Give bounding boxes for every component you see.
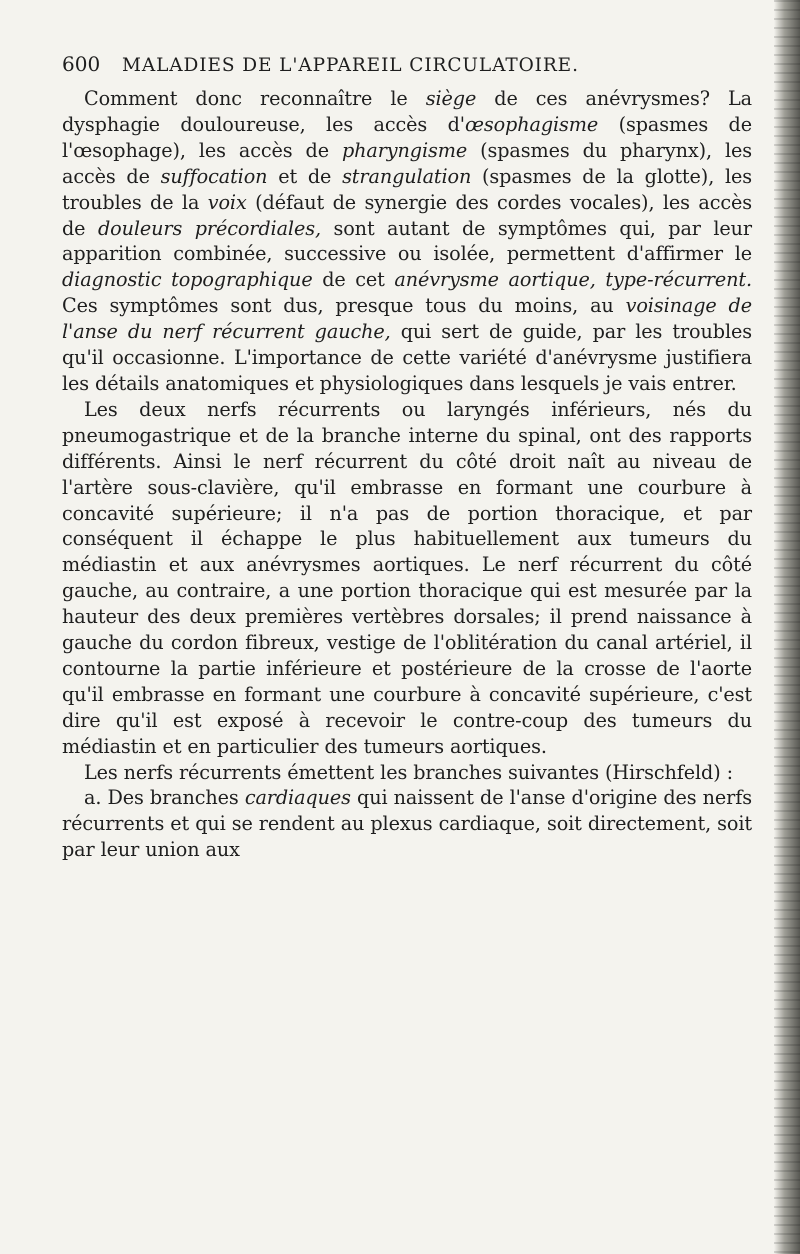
italic-term: strangulation [342,164,472,188]
italic-term: voisinage de l'anse du nerf récurrent gauche, [62,294,752,344]
paragraph-4 [62,785,752,863]
text-run: (spasmes du pharynx), les accès de [62,138,752,188]
italic-term: anévrysme aortique, type-récurrent. [394,268,752,292]
text-run: qui naissent de l'anse d'origine des nerfs récurrents et qui se rendent au plexus cardiaque, soit directement, soit par leur union aux [62,786,752,862]
body-text [62,86,752,863]
italic-term: siège [425,87,477,110]
italic-term: cardiaques [244,786,351,810]
italic-term: voix [207,190,247,214]
text-run: (défaut de synergie des cordes vocales), les accès de [62,190,752,240]
italic-term: pharyngisme [341,138,468,162]
text-run: Les deux nerfs récurrents ou laryngés inférieurs, nés du pneumogastrique et de la branche interne du spinal, ont des rapports différents. Ainsi le nerf récurrent du côté droit naît au niveau de l'artère sous-clavière, qu'il embrasse en formant une courbure à concavité supérieure; il n'a pas de portion thoracique, et par conséquent il échappe le plus habituellement aux tumeurs du médiastin et aux anévrysmes aortiques. Le nerf récurrent du côté gauche, au contraire, a une portion thoracique qui est mesurée par la hauteur des deux premières vertèbres dorsales; il prend naissance à gauche du cordon fibreux, vestige de l'oblitération du canal artériel, il contourne la partie inférieure et postérieure de la crosse de l'aorte qu'il embrasse en formant une courbure à concavité supérieure, c'est dire qu'il est exposé à recevoir le contre-coup des tumeurs du médiastin et en particulier des tumeurs aortiques. [62,397,752,758]
italic-term: œsophagisme [464,112,599,136]
text-run: de cet [312,268,395,292]
text-run: de ces anévrysmes? La dysphagie douloureuse, les accès d' [62,87,752,136]
text-run: Comment donc reconnaître le [84,87,426,110]
running-head [62,52,752,76]
italic-term: diagnostic topographique [62,268,313,292]
book-page [62,52,752,863]
text-run: (spasmes de l'œsophage), les accès de [62,112,752,162]
paragraph-2 [62,397,752,760]
text-run: sont autant de symptômes qui, par leur apparition combinée, successive ou isolée, permettent d'affirmer le [62,216,753,266]
paragraph-1 [62,86,752,397]
text-run: Les nerfs récurrents émettent les branches suivantes (Hirschfeld) : [84,760,733,784]
text-run: a. Des branches [84,786,245,810]
italic-term: suffocation [160,164,268,188]
text-run: et de [267,164,343,188]
paragraph-3 [62,760,752,786]
page-number: 600 [62,52,101,76]
text-run: qui sert de guide, par les troubles qu'il occasionne. L'importance de cette variété d'anévrysme justifiera les détails anatomiques et physiologiques dans lesquels je vais entrer. [62,320,752,395]
chapter-header-title: MALADIES DE L'APPAREIL CIRCULATOIRE. [122,55,579,76]
scan-page-edge-texture [774,0,800,1254]
text-run: Ces symptômes sont dus, presque tous du moins, au [62,294,626,318]
text-run: (spasmes de la glotte), les troubles de la [62,164,752,214]
italic-term: douleurs précordiales, [97,216,321,240]
